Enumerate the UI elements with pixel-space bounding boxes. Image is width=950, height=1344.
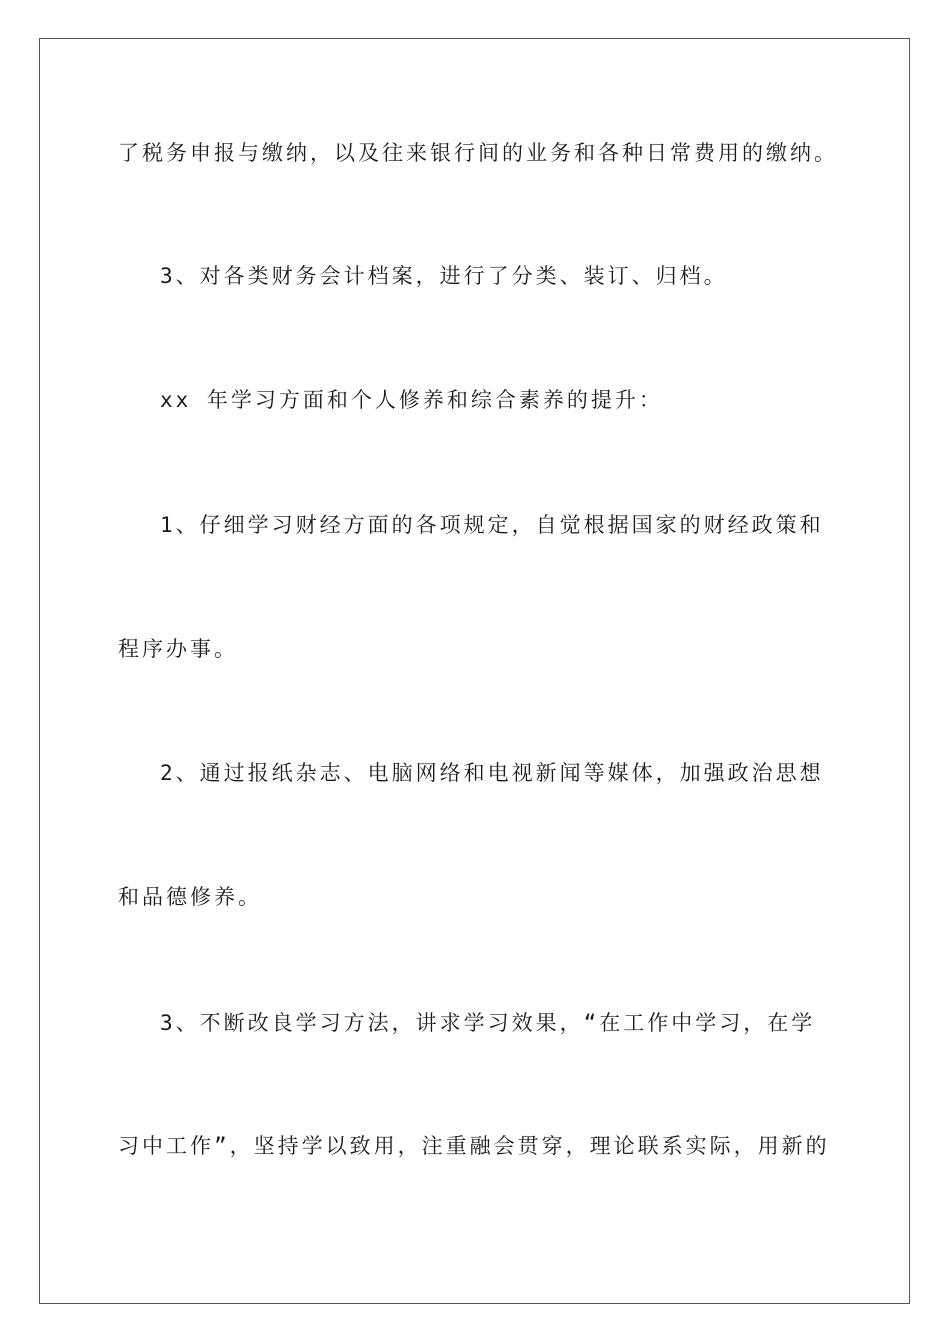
paragraph-line-6: 和品德修养。 [118,885,262,909]
paragraph-line-4: 程序办事。 [118,637,238,661]
paragraph-line-3: 1、仔细学习财经方面的各项规定，自觉根据国家的财经政策和 [160,513,824,537]
paragraph-line-1: 了税务申报与缴纳，以及往来银行间的业务和各种日常费用的缴纳。 [118,141,838,165]
paragraph-line-2: 3、对各类财务会计档案，进行了分类、装订、归档。 [160,264,728,288]
page-frame [39,38,910,1304]
paragraph-line-7: 3、不断改良学习方法，讲求学习效果，“在工作中学习，在学 [160,1011,816,1035]
section-heading: xx 年学习方面和个人修养和综合素养的提升： [160,388,663,412]
paragraph-line-8: 习中工作”，坚持学以致用，注重融会贯穿，理论联系实际，用新的 [118,1134,830,1158]
paragraph-line-5: 2、通过报纸杂志、电脑网络和电视新闻等媒体，加强政治思想 [160,761,824,785]
